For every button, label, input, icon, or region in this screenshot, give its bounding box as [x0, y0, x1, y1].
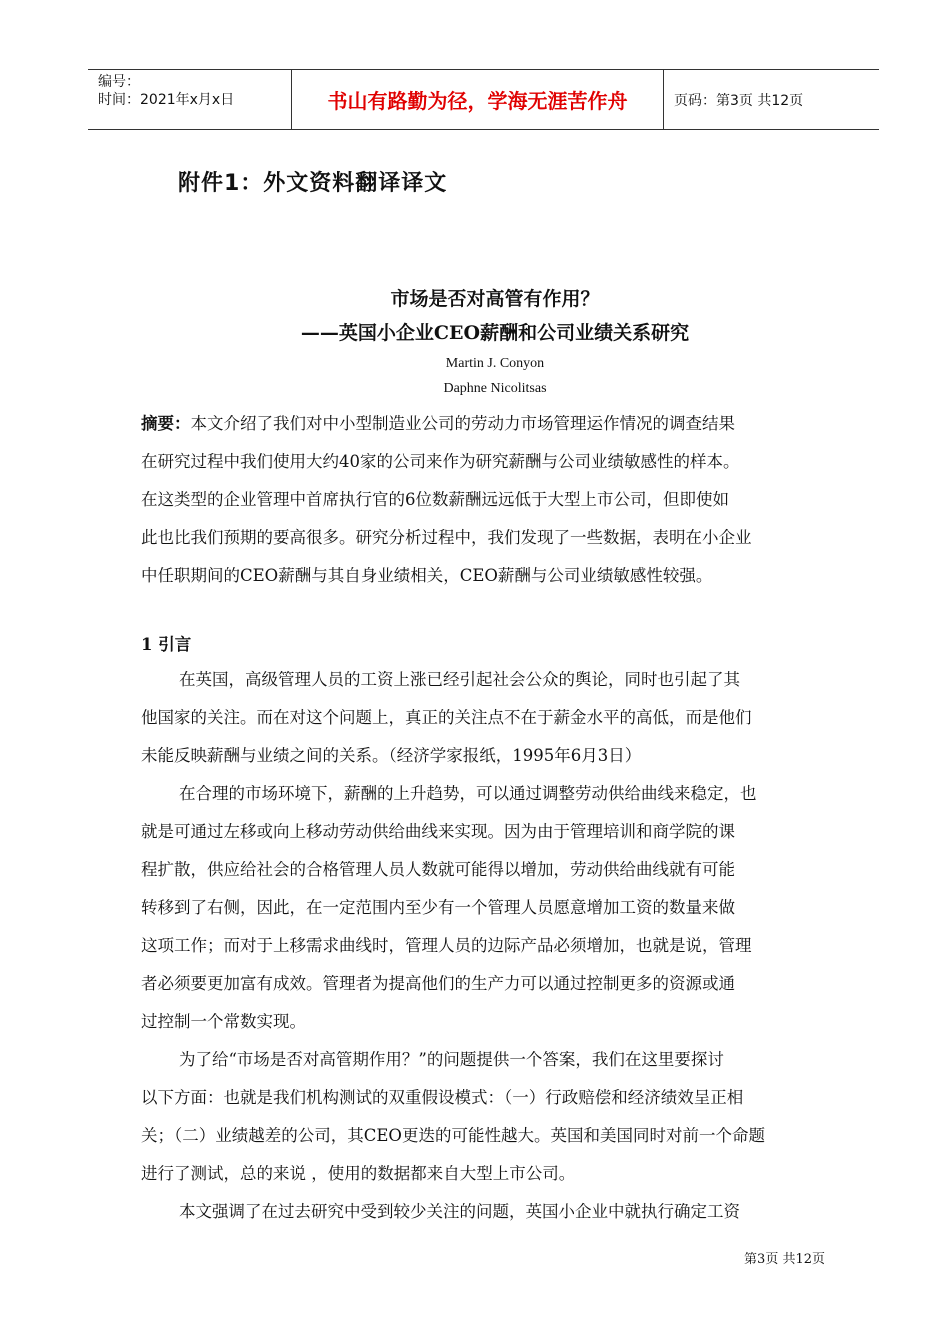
author-1: Martin J. Conyon [445, 356, 545, 371]
body-text [141, 661, 831, 1231]
author-2: Daphne Nicolitsas [443, 381, 547, 396]
document-subtitle: ——英国小企业CEO薪酬和公司业绩关系研究 [300, 322, 690, 344]
attachment-title: 附件1：外文资料翻译译文 [178, 171, 448, 196]
paragraph-line: 他国家的关注。而在对这个问题上，真正的关注点不在于薪金水平的高低，而是他们 [141, 708, 752, 727]
paragraph-line: 程扩散，供应给社会的合格管理人员人数就可能得以增加，劳动供给曲线就有可能 [141, 860, 735, 879]
abstract-line: 此也比我们预期的要高很多。研究分析过程中，我们发现了一些数据，表明在小企业 [141, 528, 752, 547]
abstract-line: 中任职期间的CEO薪酬与其自身业绩相关，CEO薪酬与公司业绩敏感性较强。 [141, 566, 713, 585]
paragraph-line: 转移到了右侧，因此，在一定范围内至少有一个管理人员愿意增加工资的数量来做 [141, 898, 735, 917]
header-slogan: 书山有路勤为径，学海无涯苦作舟 [291, 70, 664, 129]
page-footer: 第3页 共12页 [744, 1252, 825, 1267]
paragraph-line: 未能反映薪酬与业绩之间的关系。（经济学家报纸，1995年6月3日） [141, 746, 642, 765]
header-info-cell [88, 70, 291, 129]
paragraph-line: 过控制一个常数实现。 [141, 1012, 306, 1031]
header-page-label: 页码：第3页 共12页 [674, 92, 804, 109]
paragraph-line: 在英国，高级管理人员的工资上涨已经引起社会公众的舆论，同时也引起了其 [179, 670, 740, 689]
abstract-label: 摘要： [141, 414, 191, 433]
paragraph-line: 这项工作；而对于上移需求曲线时，管理人员的边际产品必须增加，也就是说，管理 [141, 936, 752, 955]
paragraph-line: 在合理的市场环境下，薪酬的上升趋势，可以通过调整劳动供给曲线来稳定，也 [179, 784, 757, 803]
code-label: 编号： [98, 74, 140, 90]
abstract-line: 在研究过程中我们使用大约40家的公司来作为研究薪酬与公司业绩敏感性的样本。 [141, 452, 740, 471]
paragraph-line: 就是可通过左移或向上移动劳动供给曲线来实现。因为由于管理培训和商学院的课 [141, 822, 735, 841]
section-heading-text: 1 引言 [141, 635, 192, 654]
abstract-line: 本文介绍了我们对中小型制造业公司的劳动力市场管理运作情况的调查结果 [190, 414, 735, 433]
paragraph-line: 以下方面：也就是我们机构测试的双重假设模式：（一）行政赔偿和经济绩效呈正相 [141, 1088, 744, 1107]
abstract-line: 在这类型的企业管理中首席执行官的6位数薪酬远远低于大型上市公司，但即使如 [141, 490, 729, 509]
header-table [88, 69, 879, 130]
abstract [141, 405, 831, 595]
paragraph-line: 关；（二）业绩越差的公司，其CEO更迭的可能性越大。英国和美国同时对前一个命题 [141, 1126, 765, 1145]
paragraph-line: 为了给“市场是否对高管期作用？”的问题提供一个答案，我们在这里要探讨 [179, 1050, 724, 1069]
section-heading [141, 626, 831, 664]
document-title: 市场是否对高管有作用？ [390, 288, 600, 310]
paragraph-line: 者必须要更加富有成效。管理者为提高他们的生产力可以通过控制更多的资源或通 [141, 974, 735, 993]
paragraph-line: 本文强调了在过去研究中受到较少关注的问题，英国小企业中就执行确定工资 [179, 1202, 740, 1221]
time-label: 时间：2021年x月x日 [98, 92, 235, 108]
paragraph-line: 进行了测试，总的来说 ，使用的数据都来自大型上市公司。 [141, 1164, 576, 1183]
